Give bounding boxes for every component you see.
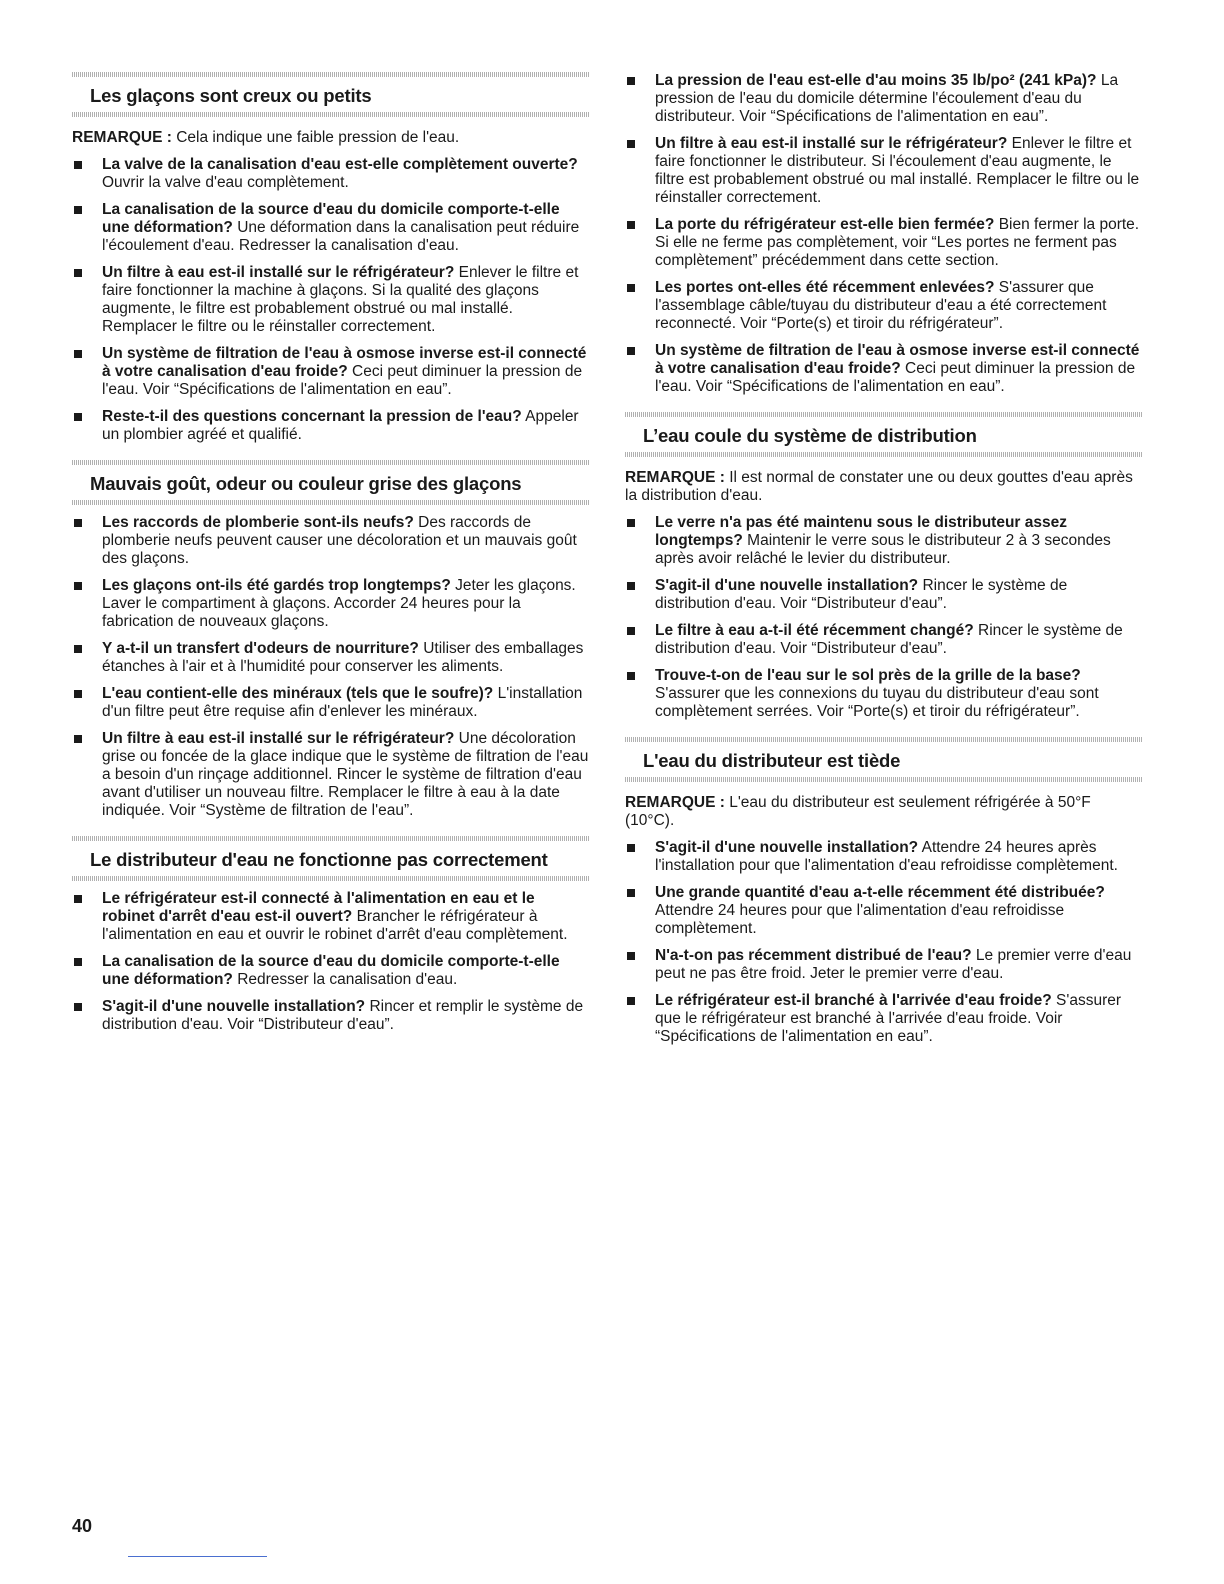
question: La porte du réfrigérateur est-elle bien fermée? (655, 216, 995, 233)
bullet-icon (74, 895, 82, 903)
answer: Rincer et remplir le système de distribution d'eau. Voir “Distributeur d'eau”. (102, 998, 584, 1033)
note-label: REMARQUE : (625, 794, 725, 811)
heading-rule-bottom (72, 876, 590, 881)
list-item (625, 839, 1143, 875)
heading-rule-bottom (625, 452, 1143, 457)
answer: Une déformation dans la canalisation peut réduire l'écoulement d'eau. Redresser la canalisation d'eau. (102, 219, 580, 254)
question: La pression de l'eau est-elle d'au moins 35 lb/po² (241 kPa)? (655, 72, 1097, 89)
note-text: Cela indique une faible pression de l'eau. (176, 129, 460, 146)
item-list (72, 890, 590, 1034)
list-item (72, 577, 590, 631)
list-item (625, 135, 1143, 207)
answer: Brancher le réfrigérateur à l'alimentation en eau et ouvrir le robinet d'arrêt d'eau complètement. (102, 908, 568, 943)
answer: Bien fermer la porte. Si elle ne ferme pas complètement, voir “Les portes ne ferment pas complètement” précédemment dans cette section. (655, 216, 1140, 269)
bullet-icon (74, 519, 82, 527)
section-continued (625, 72, 1143, 396)
bullet-icon (627, 140, 635, 148)
bullet-icon (627, 627, 635, 635)
question: Le réfrigérateur est-il connecté à l'alimentation en eau et le robinet d'arrêt d'eau est-il ouvert? (102, 890, 535, 925)
question: Le réfrigérateur est-il branché à l'arrivée d'eau froide? (655, 992, 1052, 1009)
note-label: REMARQUE : (72, 129, 172, 146)
left-column (72, 72, 590, 1050)
question: Les raccords de plomberie sont-ils neufs? (102, 514, 414, 531)
right-column (625, 72, 1143, 1062)
question: Le filtre à eau a-t-il été récemment changé? (655, 622, 974, 639)
heading-rule-bottom (72, 500, 590, 505)
list-item (72, 890, 590, 944)
answer: S'assurer que le réfrigérateur est branché à l'arrivée d'eau froide. Voir “Spécifications de l'alimentation en eau”. (655, 992, 1122, 1045)
question: L'eau contient-elle des minéraux (tels que le soufre)? (102, 685, 494, 702)
footer-rule (128, 1556, 267, 1557)
answer: Attendre 24 heures après l'installation pour que l'alimentation d'eau refroidisse complètement. (655, 839, 1118, 874)
note (625, 794, 1143, 830)
list-item (625, 216, 1143, 270)
heading-rule-bottom (72, 112, 590, 117)
item-list (625, 514, 1143, 721)
section-heading: Le distributeur d'eau ne fonctionne pas correctement (90, 849, 548, 870)
question: Trouve-t-on de l'eau sur le sol près de la grille de la base? (655, 667, 1081, 684)
list-item (72, 408, 590, 444)
answer: Rincer le système de distribution d'eau. Voir “Distributeur d'eau”. (655, 577, 1068, 612)
question: Les glaçons ont-ils été gardés trop longtemps? (102, 577, 451, 594)
note-label: REMARQUE : (625, 469, 725, 486)
list-item (625, 279, 1143, 333)
answer: Enlever le filtre et faire fonctionner la machine à glaçons. Si la qualité des glaçons augmente, le filtre est probablement obstrué ou mal installé. Remplacer le filtre ou le réinstaller correctement. (102, 264, 579, 335)
bullet-icon (74, 958, 82, 966)
bullet-icon (74, 161, 82, 169)
item-list (72, 156, 590, 444)
list-item (625, 667, 1143, 721)
note (72, 129, 590, 147)
question: Reste-t-il des questions concernant la pression de l'eau? (102, 408, 522, 425)
bullet-icon (627, 284, 635, 292)
question: Un système de filtration de l'eau à osmose inverse est-il connecté à votre canalisation d'eau froide? (655, 342, 1140, 377)
answer: Ceci peut diminuer la pression de l'eau. Voir “Spécifications de l'alimentation en eau”. (655, 360, 1136, 395)
answer: Redresser la canalisation d'eau. (237, 971, 458, 988)
section-hollow-ice (72, 72, 590, 444)
answer: S'assurer que l'assemblage câble/tuyau du distributeur d'eau a été correctement reconnecté. Voir “Porte(s) et tiroir du réfrigérateur”. (655, 279, 1107, 332)
bullet-icon (74, 1003, 82, 1011)
bullet-icon (74, 350, 82, 358)
note-text: Il est normal de constater une ou deux gouttes d'eau après la distribution d'eau. (625, 469, 1133, 504)
section-water-leaks (625, 412, 1143, 721)
section-heading: Mauvais goût, odeur ou couleur grise des glaçons (90, 473, 522, 494)
bullet-icon (627, 952, 635, 960)
list-item (625, 72, 1143, 126)
question: Un filtre à eau est-il installé sur le réfrigérateur? (655, 135, 1008, 152)
list-item (625, 992, 1143, 1046)
answer: Jeter les glaçons. Laver le compartiment à glaçons. Accorder 24 heures pour la fabrication de nouveaux glaçons. (102, 577, 576, 630)
list-item (625, 884, 1143, 938)
answer: Le premier verre d'eau peut ne pas être froid. Jeter le premier verre d'eau. (655, 947, 1132, 982)
bullet-icon (627, 77, 635, 85)
question: Y a-t-il un transfert d'odeurs de nourriture? (102, 640, 419, 657)
section-heading: L’eau coule du système de distribution (643, 425, 977, 446)
answer: Appeler un plombier agréé et qualifié. (102, 408, 579, 443)
bullet-icon (627, 997, 635, 1005)
answer: Utiliser des emballages étanches à l'air et à l'humidité pour conserver les aliments. (102, 640, 584, 675)
section-water-warm (625, 737, 1143, 1046)
section-dispenser-malfunction (72, 836, 590, 1034)
answer: Attendre 24 heures pour que l'alimentation d'eau refroidisse complètement. (655, 902, 1065, 937)
answer: Enlever le filtre et faire fonctionner le distributeur. Si l'écoulement d'eau augmente, le filtre est probablement obstrué ou mal installé. Remplacer le filtre ou le réinstaller correctement. (655, 135, 1140, 206)
list-item (72, 345, 590, 399)
question: Un filtre à eau est-il installé sur le réfrigérateur? (102, 730, 455, 747)
list-item (72, 156, 590, 192)
section-bad-taste (72, 460, 590, 820)
answer: Des raccords de plomberie neufs peuvent causer une décoloration et un mauvais goût des glaçons. (102, 514, 577, 567)
list-item (625, 577, 1143, 613)
list-item (72, 730, 590, 820)
answer: Ceci peut diminuer la pression de l'eau. Voir “Spécifications de l'alimentation en eau”. (102, 363, 583, 398)
list-item (72, 953, 590, 989)
question: Une grande quantité d'eau a-t-elle récemment été distribuée? (655, 884, 1105, 901)
bullet-icon (627, 221, 635, 229)
bullet-icon (627, 347, 635, 355)
list-item (72, 998, 590, 1034)
item-list (625, 72, 1143, 396)
question: S'agit-il d'une nouvelle installation? (102, 998, 366, 1015)
list-item (625, 947, 1143, 983)
list-item (72, 685, 590, 721)
bullet-icon (74, 582, 82, 590)
note (625, 469, 1143, 505)
answer: Ouvrir la valve d'eau complètement. (102, 174, 349, 191)
list-item (625, 622, 1143, 658)
question: La canalisation de la source d'eau du domicile comporte-t-elle une déformation? (102, 953, 560, 988)
bullet-icon (74, 645, 82, 653)
question: Un filtre à eau est-il installé sur le réfrigérateur? (102, 264, 455, 281)
bullet-icon (74, 735, 82, 743)
section-heading: L'eau du distributeur est tiède (643, 750, 901, 771)
question: Le verre n'a pas été maintenu sous le distributeur assez longtemps? (655, 514, 1067, 549)
bullet-icon (74, 413, 82, 421)
bullet-icon (627, 519, 635, 527)
list-item (625, 514, 1143, 568)
answer: Rincer le système de distribution d'eau. Voir “Distributeur d'eau”. (655, 622, 1123, 657)
bullet-icon (74, 269, 82, 277)
bullet-icon (74, 690, 82, 698)
question: Un système de filtration de l'eau à osmose inverse est-il connecté à votre canalisation d'eau froide? (102, 345, 587, 380)
answer: L'installation d'un filtre peut être requise afin d'enlever les minéraux. (102, 685, 583, 720)
list-item (72, 514, 590, 568)
heading-rule-bottom (625, 777, 1143, 782)
list-item (72, 201, 590, 255)
bullet-icon (627, 844, 635, 852)
list-item (72, 640, 590, 676)
answer: Une décoloration grise ou foncée de la glace indique que le système de filtration de l'eau a besoin d'un rinçage additionnel. Rincer le système de filtration d'eau avant d'utiliser un nouveau filtre. Remplacer le filtre à eau à la date indiquée. Voir “Système de filtration de l'eau”. (102, 730, 589, 819)
answer: La pression de l'eau du domicile détermine l'écoulement d'eau du distributeur. Voir “Spécifications de l'alimentation en eau”. (655, 72, 1119, 125)
list-item (625, 342, 1143, 396)
question: Les portes ont-elles été récemment enlevées? (655, 279, 995, 296)
question: S'agit-il d'une nouvelle installation? (655, 839, 919, 856)
item-list (625, 839, 1143, 1046)
bullet-icon (74, 206, 82, 214)
question: La canalisation de la source d'eau du domicile comporte-t-elle une déformation? (102, 201, 560, 236)
answer: Maintenir le verre sous le distributeur 2 à 3 secondes après avoir relâché le levier du distributeur. (655, 532, 1111, 567)
question: La valve de la canalisation d'eau est-elle complètement ouverte? (102, 156, 578, 173)
page-number: 40 (72, 1516, 93, 1536)
bullet-icon (627, 889, 635, 897)
answer: S'assurer que les connexions du tuyau du distributeur d'eau sont complètement serrées. Voir “Porte(s) et tiroir du réfrigérateur”. (655, 685, 1099, 720)
bullet-icon (627, 582, 635, 590)
note-text: L'eau du distributeur est seulement réfrigérée à 50°F (10°C). (625, 794, 1091, 829)
question: S'agit-il d'une nouvelle installation? (655, 577, 919, 594)
bullet-icon (627, 672, 635, 680)
item-list (72, 514, 590, 820)
section-heading: Les glaçons sont creux ou petits (90, 85, 372, 106)
list-item (72, 264, 590, 336)
question: N'a-t-on pas récemment distribué de l'eau? (655, 947, 972, 964)
